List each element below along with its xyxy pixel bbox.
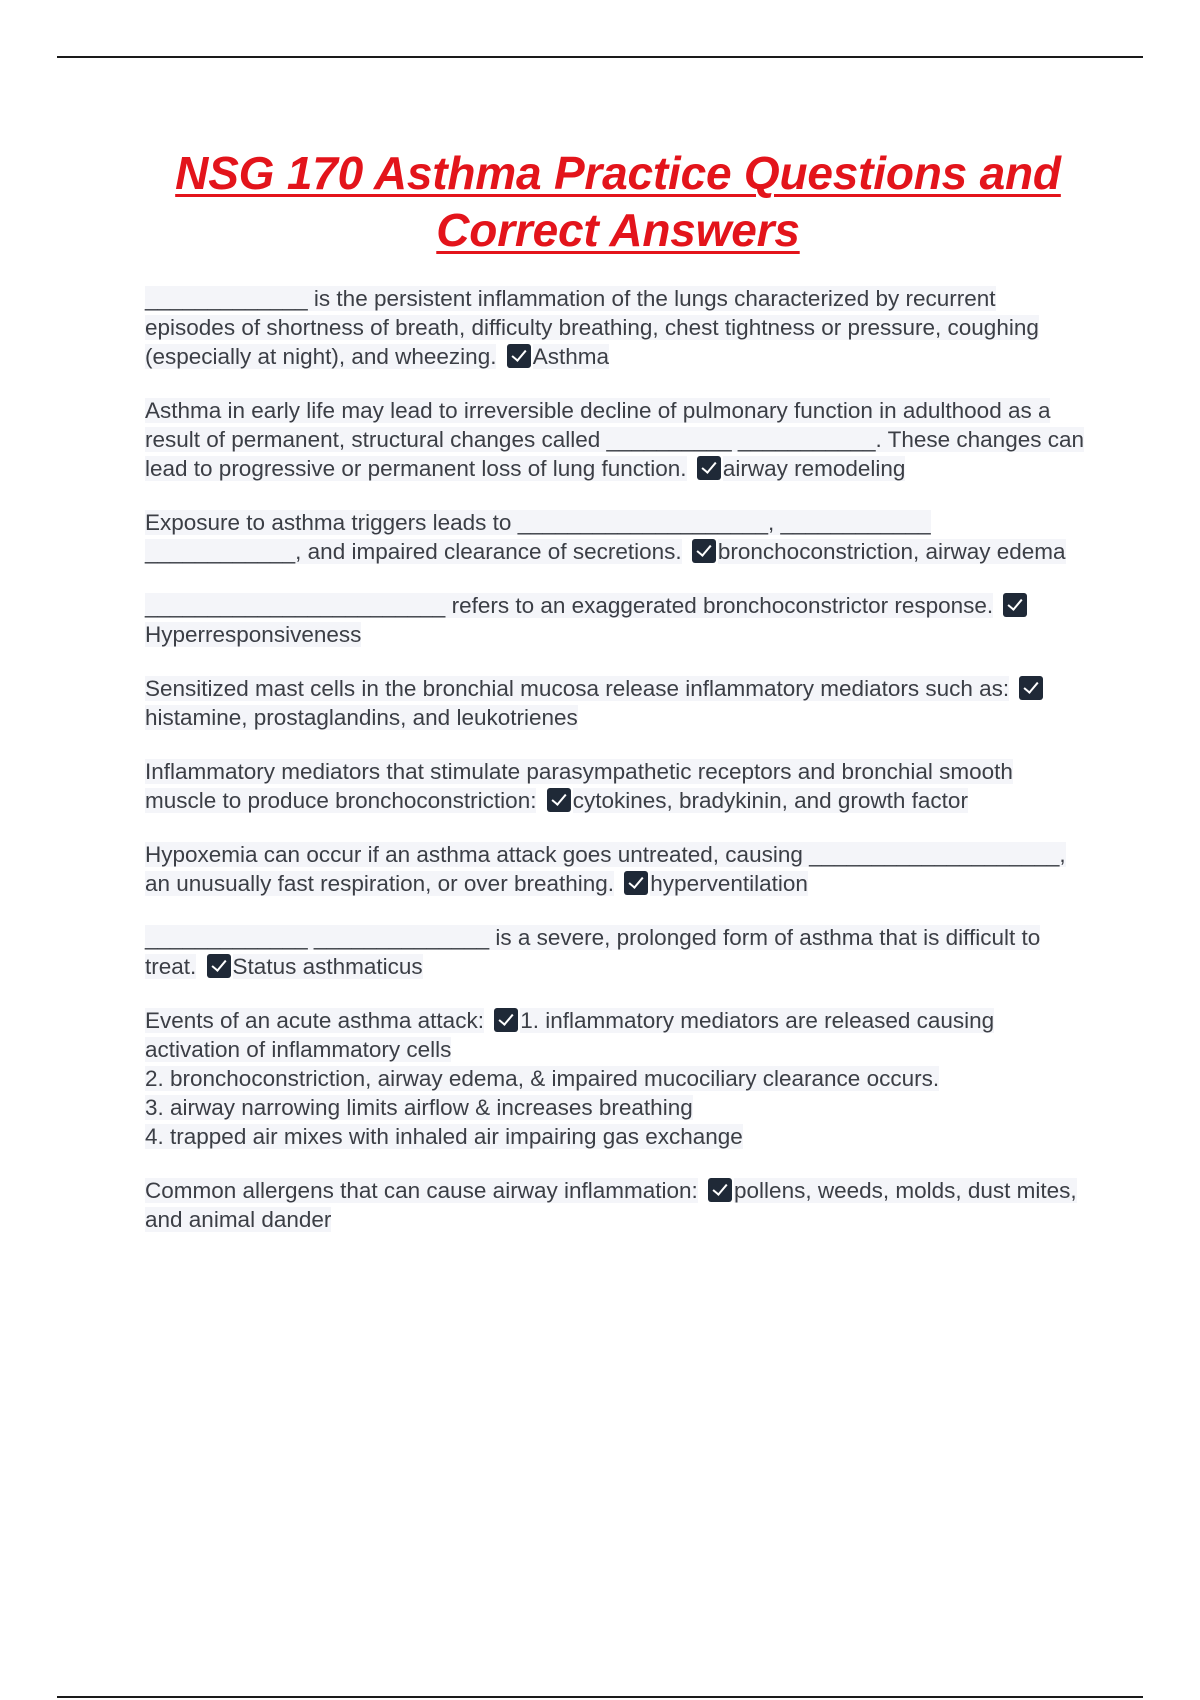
question-text: ________________________ refers to an exaggerated bronchoconstrictor response. <box>145 593 994 618</box>
question-text: _____________ is the persistent inflammation of the lungs characterized by recurrent episodes of shortness of breath, difficulty breathing, chest tightness or pressure, coughing (especially at night), and wheezing. <box>145 286 1039 369</box>
checkmark-icon <box>507 344 531 368</box>
checkmark-icon <box>1003 593 1027 617</box>
qa-item <box>145 284 1085 371</box>
question-text: Events of an acute asthma attack: <box>145 1008 484 1033</box>
checkmark-icon <box>1019 676 1043 700</box>
answer-text: pollens, weeds, molds, dust mites, and animal dander <box>145 1178 1077 1232</box>
top-rule <box>57 56 1143 58</box>
qa-item <box>145 840 1085 898</box>
qa-item <box>145 674 1085 732</box>
qa-item <box>145 396 1085 483</box>
question-text: Inflammatory mediators that stimulate parasympathetic receptors and bronchial smooth muscle to produce bronchoconstriction: <box>145 759 1013 813</box>
checkmark-icon <box>547 788 571 812</box>
answer-line: 1. inflammatory mediators are released causing activation of inflammatory cells <box>145 1008 995 1062</box>
checkmark-icon <box>624 871 648 895</box>
checkmark-icon <box>207 954 231 978</box>
answer-text: cytokines, bradykinin, and growth factor <box>572 788 968 813</box>
question-text: Asthma in early life may lead to irreversible decline of pulmonary function in adulthood as a result of permanent, structural changes called __________ ___________. These changes can lead to progressive or permanent loss of lung function. <box>145 398 1085 481</box>
qa-item <box>145 1006 1085 1151</box>
answer-text: Status asthmaticus <box>232 954 423 979</box>
answer-line: 3. airway narrowing limits airflow & increases breathing <box>145 1095 693 1120</box>
checkmark-icon <box>708 1178 732 1202</box>
question-text: _____________ ______________ is a severe, prolonged form of asthma that is difficult to treat. <box>145 925 1041 979</box>
answer-text: histamine, prostaglandins, and leukotrienes <box>145 705 578 730</box>
questions-list <box>145 284 1085 1259</box>
answer-text: Hyperresponsiveness <box>145 622 362 647</box>
bottom-rule <box>57 1696 1143 1698</box>
question-text: Exposure to asthma triggers leads to ____________________, ____________ ____________, and impaired clearance of secretions. <box>145 510 931 564</box>
qa-item <box>145 1176 1085 1234</box>
answer-text: bronchoconstriction, airway edema <box>717 539 1066 564</box>
answer-text: Asthma <box>532 344 609 369</box>
checkmark-icon <box>697 456 721 480</box>
question-text: Common allergens that can cause airway inflammation: <box>145 1178 698 1203</box>
document-title: NSG 170 Asthma Practice Questions and Correct Answers <box>175 147 1061 256</box>
answer-line: 2. bronchoconstriction, airway edema, & impaired mucociliary clearance occurs. <box>145 1066 940 1091</box>
checkmark-icon <box>494 1008 518 1032</box>
answer-text: airway remodeling <box>722 456 906 481</box>
qa-item <box>145 923 1085 981</box>
qa-item <box>145 757 1085 815</box>
question-text: Sensitized mast cells in the bronchial mucosa release inflammatory mediators such as: <box>145 676 1010 701</box>
answer-text: hyperventilation <box>650 871 808 896</box>
answer-line: 4. trapped air mixes with inhaled air impairing gas exchange <box>145 1124 743 1149</box>
qa-item <box>145 508 1085 566</box>
checkmark-icon <box>692 539 716 563</box>
qa-item <box>145 591 1085 649</box>
question-text: Hypoxemia can occur if an asthma attack goes untreated, causing ____________________, an unusually fast respiration, or over breathing. <box>145 842 1066 896</box>
